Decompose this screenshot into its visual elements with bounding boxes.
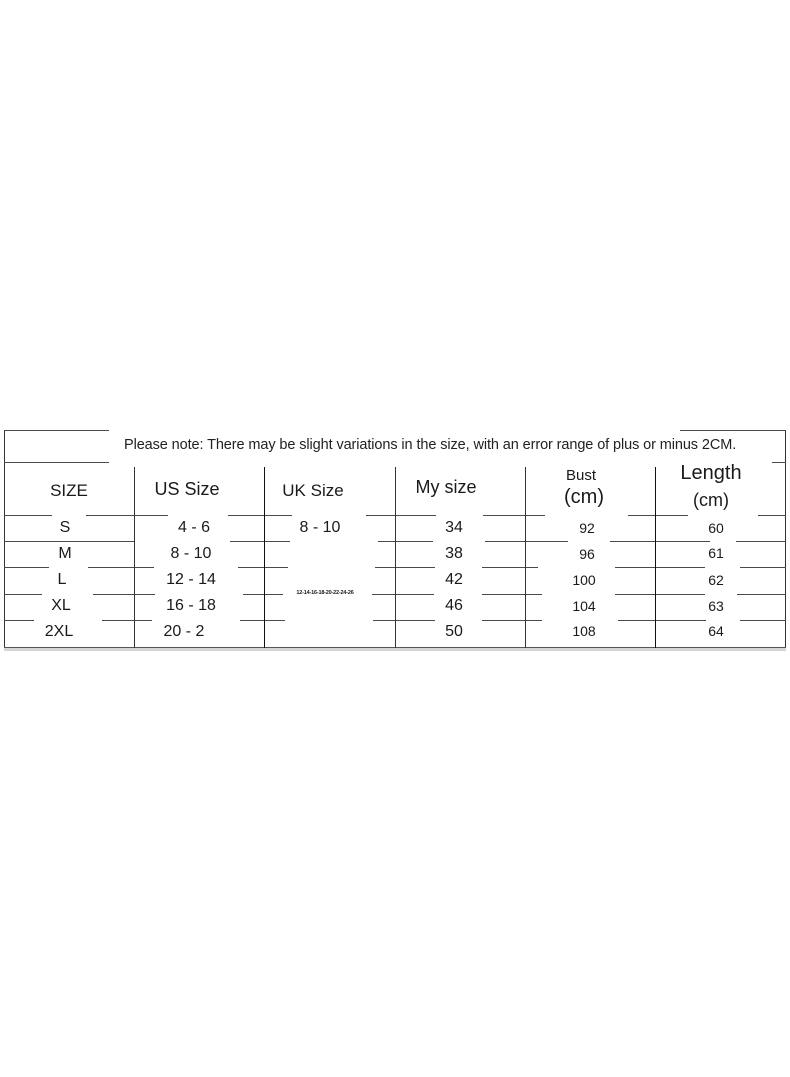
header-length-unit: (cm) [693, 490, 729, 510]
cell-size: L [57, 571, 67, 588]
cell-bust: 100 [572, 572, 596, 588]
gridline [378, 541, 433, 542]
header-my-size: My size [415, 477, 477, 497]
table-border-right [785, 430, 786, 650]
gridline [88, 567, 154, 568]
header-length-label: Length [680, 462, 742, 484]
cell-bust: 108 [572, 623, 596, 639]
cell-my: 42 [445, 571, 463, 588]
cell-size: XL [51, 597, 71, 614]
gridline [740, 620, 786, 621]
cell-us: 16 - 18 [166, 597, 216, 614]
cell-my: 46 [445, 597, 463, 614]
gridline [615, 567, 705, 568]
cell-us: 8 - 10 [170, 545, 212, 562]
gridline [485, 541, 568, 542]
cell-uk: 8 - 10 [299, 519, 341, 536]
gridline [86, 515, 168, 516]
gridline [615, 594, 705, 595]
gridline [4, 594, 42, 595]
gridline [4, 515, 52, 516]
gridline [483, 515, 545, 516]
gridline [238, 567, 288, 568]
gridline [758, 515, 786, 516]
header-bust-unit: (cm) [564, 486, 604, 508]
cell-size: S [59, 519, 71, 536]
gridline [482, 620, 542, 621]
cell-bust: 96 [579, 546, 595, 562]
gridline [610, 541, 710, 542]
gridline [482, 567, 538, 568]
header-us-size: US Size [154, 479, 220, 499]
cell-length: 64 [708, 623, 724, 639]
gridline [240, 620, 285, 621]
cell-us: 20 - 2 [163, 623, 205, 640]
uk-size-range-note: 12-14-16-18-20-22-24-26 [296, 590, 354, 596]
gridline [618, 620, 706, 621]
cell-us: 4 - 6 [177, 519, 210, 536]
cell-length: 63 [708, 598, 724, 614]
gridline [373, 620, 435, 621]
table-border-left [4, 430, 5, 650]
cell-my: 34 [445, 519, 463, 536]
gridline [228, 515, 292, 516]
cell-bust: 92 [579, 520, 595, 536]
gridline [4, 462, 109, 463]
cell-us: 12 - 14 [166, 571, 216, 588]
header-bust-label: Bust [565, 467, 596, 484]
gridline [4, 567, 49, 568]
gridline [4, 541, 134, 542]
table-bottom-shade [4, 648, 786, 651]
header-size: SIZE [50, 481, 88, 500]
cell-my: 50 [445, 623, 463, 640]
cell-my: 38 [445, 545, 463, 562]
gridline [482, 594, 542, 595]
cell-bust: 104 [572, 598, 596, 614]
gridline [736, 541, 786, 542]
gridline [93, 594, 155, 595]
cell-length: 60 [708, 520, 724, 536]
header-uk-size: UK Size [282, 481, 344, 500]
gridline [4, 430, 109, 431]
gridline [375, 567, 435, 568]
cell-size: M [58, 545, 72, 562]
size-variation-note: Please note: There may be slight variations in the size, with an error range of plus or minus 2CM. [124, 437, 737, 453]
gridline [680, 430, 786, 431]
gridline [740, 567, 786, 568]
gridline [4, 620, 34, 621]
gridline [102, 620, 152, 621]
gridline [737, 594, 786, 595]
cell-length: 62 [708, 572, 724, 588]
gridline [628, 515, 688, 516]
cell-size: 2XL [44, 623, 74, 640]
gridline [230, 541, 290, 542]
cell-length: 61 [708, 545, 724, 561]
gridline [366, 515, 436, 516]
